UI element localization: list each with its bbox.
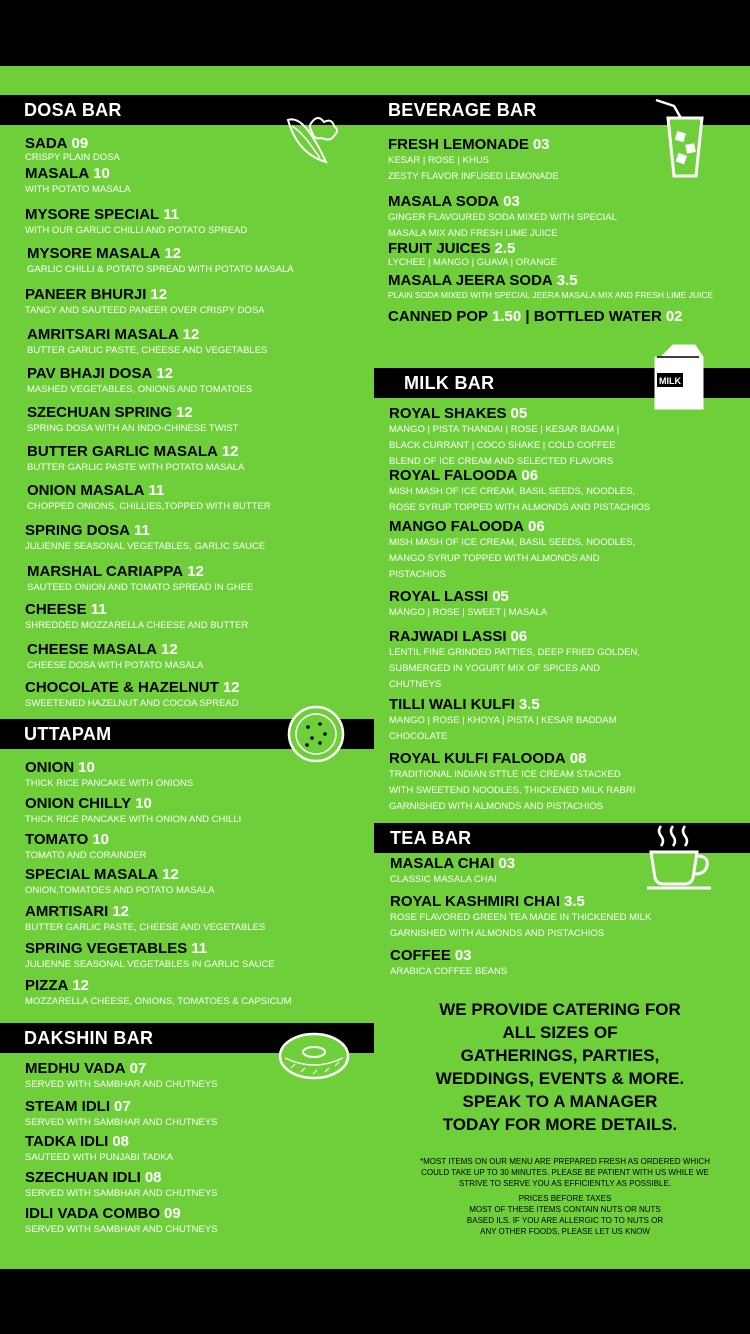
item-name: ROYAL KASHMIRI CHAI bbox=[390, 893, 561, 910]
item-price: 03 bbox=[532, 136, 550, 153]
item-description: SAUTEED WITH PUNJABI TADKA bbox=[25, 1152, 173, 1163]
item-price: 09 bbox=[71, 135, 89, 152]
item-description: ROSE SYRUP TOPPED WITH ALMONDS AND PISTACHIOS bbox=[389, 502, 651, 513]
item-description: BLACK CURRANT | COCO SHAKE | COLD COFFEE bbox=[389, 440, 616, 451]
item-name: BOTTLED WATER bbox=[533, 308, 662, 325]
menu-item-marshal-cariappa bbox=[27, 563, 253, 596]
menu-item-medhu-vada bbox=[25, 1060, 218, 1093]
item-price: 05 bbox=[510, 405, 528, 422]
item-name: ONION CHILLY bbox=[25, 795, 132, 812]
catering-line: TODAY FOR MORE DETAILS. bbox=[442, 1115, 678, 1134]
item-description: KESAR | ROSE | KHUS bbox=[388, 155, 490, 166]
item-description: SWEETENED HAZELNUT AND COCOA SPREAD bbox=[25, 698, 239, 709]
item-description: CHOPPED ONIONS, CHILLIES,TOPPED WITH BUTTER bbox=[27, 501, 271, 512]
item-description: THICK RICE PANCAKE WITH ONION AND CHILLI bbox=[25, 814, 242, 825]
item-name: SADA bbox=[25, 135, 68, 152]
menu-item-tadka-idli bbox=[25, 1133, 173, 1166]
item-price: 10 bbox=[92, 831, 110, 848]
menu-item-szechuan-spring bbox=[27, 404, 238, 437]
item-price: 08 bbox=[569, 750, 587, 767]
menu-item-royal-shakes bbox=[389, 405, 619, 470]
item-description: BUTTER GARLIC PASTE, CHEESE AND VEGETABLES bbox=[27, 345, 268, 356]
item-description: CHOCOLATE bbox=[389, 731, 448, 742]
item-description: TRADITIONAL INDIAN STTLE ICE CREAM STACKED bbox=[389, 769, 621, 780]
menu-item-onion-masala bbox=[27, 482, 271, 515]
item-name: SPRING DOSA bbox=[25, 522, 131, 539]
item-description: WITH OUR GARLIC CHILLI AND POTATO SPREAD bbox=[25, 225, 248, 236]
section-title: MILK BAR bbox=[404, 373, 495, 393]
item-name: CHEESE bbox=[25, 601, 87, 618]
item-name: TADKA IDLI bbox=[25, 1133, 109, 1150]
lemonade-glass-icon bbox=[652, 96, 706, 180]
item-name: IDLI VADA COMBO bbox=[25, 1205, 160, 1222]
item-name: ONION bbox=[25, 759, 75, 776]
item-description: ZESTY FLAVOR INFUSED LEMONADE bbox=[388, 171, 559, 182]
item-name: MYSORE MASALA bbox=[27, 245, 161, 262]
item-name: ROYAL KULFI FALOODA bbox=[389, 750, 566, 767]
item-price: 10 bbox=[93, 165, 110, 182]
item-name: MARSHAL CARIAPPA bbox=[27, 563, 184, 580]
menu-item-onion bbox=[25, 759, 193, 792]
menu-item-chocolate-hazelnut bbox=[25, 679, 240, 712]
section-title: TEA BAR bbox=[390, 828, 472, 848]
menu-item-pav-bhaji-dosa bbox=[27, 365, 252, 398]
item-price: 12 bbox=[72, 977, 90, 994]
menu-item-spring-dosa bbox=[25, 522, 265, 555]
menu-item-masala bbox=[25, 165, 131, 198]
item-description: MISH MASH OF ICE CREAM, BASIL SEEDS, NOODLES, bbox=[389, 486, 636, 497]
menu-item-mysore-special bbox=[25, 206, 247, 239]
item-name: CANNED POP bbox=[388, 308, 489, 325]
menu-item-royal-kashmiri-chai bbox=[390, 893, 651, 942]
item-price: 12 bbox=[150, 286, 168, 303]
item-price: 07 bbox=[129, 1060, 147, 1077]
item-price: 12 bbox=[176, 404, 193, 421]
menu-item-spring-vegetables bbox=[25, 940, 275, 973]
item-price: 10 bbox=[135, 795, 152, 812]
item-name: ROYAL FALOODA bbox=[389, 467, 518, 484]
menu-item-butter-garlic-masala bbox=[27, 443, 244, 476]
item-price: 10 bbox=[78, 759, 95, 776]
item-description: CRISPY PLAIN DOSA bbox=[25, 152, 120, 163]
menu-item-royal-falooda bbox=[389, 467, 650, 516]
menu-item-amritsari-masala bbox=[27, 326, 267, 359]
catering-line: WEDDINGS, EVENTS & MORE. bbox=[435, 1069, 685, 1088]
item-price: 11 bbox=[90, 601, 107, 618]
item-description: MANGO | PISTA THANDAI | ROSE | KESAR BADAM | bbox=[389, 424, 620, 435]
item-description: PLAIN SODA MIXED WITH SPECIAL JEERA MASALA MIX AND FRESH LIME JUICE bbox=[388, 290, 714, 300]
item-description: MANGO | ROSE | KHOYA | PISTA | KESAR BADDAM bbox=[389, 715, 617, 726]
menu-item-mysore-masala bbox=[27, 245, 294, 278]
item-name: AMRITSARI MASALA bbox=[27, 326, 179, 343]
item-name: CHEESE MASALA bbox=[27, 641, 158, 658]
item-description: BUTTER GARLIC PASTE, CHEESE AND VEGETABLES bbox=[25, 922, 266, 933]
item-description: TANGY AND SAUTEED PANEER OVER CRISPY DOSA bbox=[25, 305, 265, 316]
item-name: PAV BHAJI DOSA bbox=[27, 365, 153, 382]
item-price: 06 bbox=[528, 518, 545, 535]
section-title: BEVERAGE BAR bbox=[388, 100, 537, 120]
item-description: JULIENNE SEASONAL VEGETABLES, GARLIC SAUCE bbox=[25, 541, 266, 552]
item-name: MASALA CHAI bbox=[390, 855, 495, 872]
menu-item-amrtisari bbox=[25, 903, 265, 936]
menu-item-steam-idli bbox=[25, 1098, 218, 1131]
menu-item-paneer-bhurji bbox=[25, 286, 265, 319]
item-name: FRESH LEMONADE bbox=[388, 136, 529, 153]
item-name: MASALA SODA bbox=[388, 193, 500, 210]
item-description: CHEESE DOSA WITH POTATO MASALA bbox=[27, 660, 204, 671]
menu-item-tilli-wali-kulfi bbox=[389, 696, 617, 745]
item-name: SPECIAL MASALA bbox=[25, 866, 159, 883]
item-name: TILLI WALI KULFI bbox=[389, 696, 515, 713]
item-price: 12 bbox=[164, 245, 182, 262]
item-description: THICK RICE PANCAKE WITH ONIONS bbox=[25, 778, 194, 789]
item-description: MISH MASH OF ICE CREAM, BASIL SEEDS, NOODLES, bbox=[389, 537, 636, 548]
item-name: STEAM IDLI bbox=[25, 1098, 110, 1115]
item-price: 1.50 bbox=[492, 308, 522, 325]
item-description: SERVED WITH SAMBHAR AND CHUTNEYS bbox=[25, 1117, 218, 1128]
item-price: 08 bbox=[144, 1169, 162, 1186]
menu-item-szechuan-idli bbox=[25, 1169, 218, 1202]
item-name: ONION MASALA bbox=[27, 482, 145, 499]
item-name: CHOCOLATE & HAZELNUT bbox=[25, 679, 219, 696]
item-price: 3.5 bbox=[556, 272, 578, 289]
item-name: SZECHUAN IDLI bbox=[25, 1169, 141, 1186]
menu-item-sada bbox=[25, 135, 120, 164]
item-price: 12 bbox=[182, 326, 200, 343]
item-description: BUTTER GARLIC PASTE WITH POTATO MASALA bbox=[27, 462, 245, 473]
item-description: MANGO | ROSE | SWEET | MASALA bbox=[389, 607, 548, 618]
item-description: JULIENNE SEASONAL VEGETABLES IN GARLIC SAUCE bbox=[25, 959, 275, 970]
section-title: UTTAPAM bbox=[24, 724, 112, 744]
item-price: 12 bbox=[221, 443, 239, 460]
fine-print-line: *MOST ITEMS ON OUR MENU ARE PREPARED FRESH AS ORDERED WHICH bbox=[420, 1157, 710, 1166]
menu-item-onion-chilly bbox=[25, 795, 241, 828]
fine-print-line: ANY OTHER FOODS, PLEASE LET US KNOW bbox=[480, 1227, 650, 1236]
catering-line: SPEAK TO A MANAGER bbox=[462, 1092, 658, 1111]
item-price: 06 bbox=[510, 628, 528, 645]
item-name: SZECHUAN SPRING bbox=[27, 404, 173, 421]
menu-item-cheese bbox=[25, 601, 248, 634]
menu-item-coffee bbox=[390, 947, 507, 980]
item-name: AMRTISARI bbox=[25, 903, 109, 920]
item-description: SERVED WITH SAMBHAR AND CHUTNEYS bbox=[25, 1224, 218, 1235]
vada-icon bbox=[277, 1028, 351, 1082]
item-description: MOZZARELLA CHEESE, ONIONS, TOMATOES & CAPSICUM bbox=[25, 996, 292, 1007]
milk-carton-icon bbox=[653, 343, 705, 411]
item-name: MANGO FALOODA bbox=[389, 518, 524, 535]
item-price: 12 bbox=[187, 563, 204, 580]
item-name: MASALA JEERA SODA bbox=[388, 272, 553, 289]
item-price: 12 bbox=[156, 365, 173, 382]
menu-item-canned-pop-bottled-water: CANNED POP 1.50 | BOTTLED WATER 02 bbox=[388, 308, 683, 325]
menu-item-royal-kulfi-falooda bbox=[389, 750, 635, 815]
fine-print-line: MOST OF THESE ITEMS CONTAIN NUTS OR NUTS bbox=[469, 1205, 661, 1214]
menu-item-cheese-masala bbox=[27, 641, 203, 674]
menu-item-masala-jeera-soda bbox=[388, 272, 713, 301]
item-description: SPRING DOSA WITH AN INDO-CHINESE TWIST bbox=[27, 423, 239, 434]
item-description: GARNISHED WITH ALMONDS AND PISTACHIOS bbox=[389, 801, 604, 812]
menu-item-tomato bbox=[25, 831, 146, 864]
menu-item-special-masala bbox=[25, 866, 215, 899]
uttapam-icon bbox=[287, 705, 345, 763]
item-price: 12 bbox=[161, 641, 178, 658]
item-description: ARABICA COFFEE BEANS bbox=[390, 966, 508, 977]
dosa-icon bbox=[282, 112, 342, 168]
item-price: 12 bbox=[222, 679, 240, 696]
item-description: CLASSIC MASALA CHAI bbox=[390, 874, 497, 885]
item-description: PISTACHIOS bbox=[389, 569, 446, 580]
item-name: TOMATO bbox=[25, 831, 89, 848]
item-price: 11 bbox=[163, 206, 180, 223]
item-price: 11 bbox=[134, 522, 150, 539]
catering-line: WE PROVIDE CATERING FOR bbox=[439, 1000, 681, 1019]
item-description: SHREDDED MOZZARELLA CHEESE AND BUTTER bbox=[25, 620, 249, 631]
menu-item-fruit-juices bbox=[388, 240, 557, 269]
catering-notice bbox=[410, 998, 710, 1136]
item-price: 05 bbox=[492, 588, 509, 605]
item-description: SUBMERGED IN YOGURT MIX OF SPICES AND bbox=[389, 663, 601, 674]
item-description: GARNISHED WITH ALMONDS AND PISTACHIOS bbox=[390, 928, 605, 939]
item-price: 02 bbox=[665, 308, 683, 325]
menu-board bbox=[0, 66, 750, 1269]
item-price: 2.5 bbox=[494, 240, 516, 257]
item-price: 3.5 bbox=[564, 893, 585, 910]
menu-item-royal-lassi bbox=[389, 588, 547, 621]
fine-print-line: BASED ILS. IF YOU ARE ALLERGIC TO TO NUTS OR bbox=[466, 1216, 664, 1225]
section-title: DAKSHIN BAR bbox=[24, 1028, 154, 1048]
item-price: 11 bbox=[148, 482, 165, 499]
menu-item-pizza bbox=[25, 977, 291, 1010]
item-description: MANGO SYRUP TOPPED WITH ALMONDS AND bbox=[389, 553, 600, 564]
item-description: ROSE FLAVORED GREEN TEA MADE IN THICKENED MILK bbox=[390, 912, 652, 923]
section-title: DOSA BAR bbox=[24, 100, 122, 120]
item-price: 11 bbox=[191, 940, 208, 957]
item-price: 12 bbox=[162, 866, 179, 883]
item-description: GARLIC CHILLI & POTATO SPREAD WITH POTATO MASALA bbox=[27, 264, 294, 275]
item-price: 07 bbox=[114, 1098, 131, 1115]
item-price: 3.5 bbox=[518, 696, 540, 713]
item-name: PANEER BHURJI bbox=[25, 286, 147, 303]
item-description: LENTIL FINE GRINDED PATTIES, DEEP FRIED GOLDEN, bbox=[389, 647, 640, 658]
fine-print bbox=[405, 1156, 725, 1237]
item-name: MASALA bbox=[25, 165, 90, 182]
menu-item-masala-chai bbox=[390, 855, 515, 888]
menu-item-fresh-lemonade bbox=[388, 136, 559, 185]
item-name: PIZZA bbox=[25, 977, 69, 994]
item-description: SERVED WITH SAMBHAR AND CHUTNEYS bbox=[25, 1188, 218, 1199]
item-name: ROYAL SHAKES bbox=[389, 405, 507, 422]
item-price: 03 bbox=[498, 855, 516, 872]
item-name: BUTTER GARLIC MASALA bbox=[27, 443, 218, 460]
item-description: MASHED VEGETABLES, ONIONS AND TOMATOES bbox=[27, 384, 253, 395]
item-price: 12 bbox=[112, 903, 130, 920]
item-description: BLEND OF ICE CREAM AND SELECTED FLAVORS bbox=[389, 456, 614, 467]
item-description: GINGER FLAVOURED SODA MIXED WITH SPECIAL bbox=[388, 212, 617, 223]
menu-item-mango-falooda bbox=[389, 518, 635, 583]
item-name: COFFEE bbox=[390, 947, 451, 964]
menu-item-idli-vada-combo bbox=[25, 1205, 218, 1238]
item-name: ROYAL LASSI bbox=[389, 588, 489, 605]
item-name: RAJWADI LASSI bbox=[389, 628, 507, 645]
item-price: 09 bbox=[164, 1205, 181, 1222]
item-description: LYCHEE | MANGO | GUAVA | ORANGE bbox=[388, 257, 557, 268]
fine-print-line: COULD TAKE UP TO 30 MINUTES. PLEASE BE PATIENT WITH US WHILE WE bbox=[421, 1168, 709, 1177]
item-description: CHUTNEYS bbox=[389, 679, 442, 690]
item-description: SAUTEED ONION AND TOMATO SPREAD IN GHEE bbox=[27, 582, 254, 593]
item-price: 03 bbox=[503, 193, 520, 210]
menu-item-rajwadi-lassi bbox=[389, 628, 640, 693]
fine-print-line: PRICES BEFORE TAXES bbox=[518, 1194, 612, 1203]
item-name: SPRING VEGETABLES bbox=[25, 940, 188, 957]
fine-print-line: STRIVE TO SERVE YOU AS EFFICIENTLY AS POSSIBLE. bbox=[458, 1179, 672, 1188]
item-description: WITH POTATO MASALA bbox=[25, 184, 131, 195]
item-price: 08 bbox=[112, 1133, 130, 1150]
milk-label: MILK bbox=[659, 376, 681, 386]
catering-line: ALL SIZES OF bbox=[502, 1023, 618, 1042]
tea-cup-icon bbox=[645, 822, 717, 894]
item-description: TOMATO AND CORAINDER bbox=[25, 850, 147, 861]
item-description: WITH SWEETEND NOODLES, THICKENED MILK RABRI bbox=[389, 785, 636, 796]
menu-item-masala-soda bbox=[388, 193, 617, 242]
item-price: 03 bbox=[454, 947, 472, 964]
item-name: MYSORE SPECIAL bbox=[25, 206, 160, 223]
item-description: ONION,TOMATOES AND POTATO MASALA bbox=[25, 885, 215, 896]
item-name: FRUIT JUICES bbox=[388, 240, 491, 257]
item-price: 06 bbox=[521, 467, 539, 484]
item-description: SERVED WITH SAMBHAR AND CHUTNEYS bbox=[25, 1079, 218, 1090]
item-description: MASALA MIX AND FRESH LIME JUICE bbox=[388, 228, 558, 239]
item-name: MEDHU VADA bbox=[25, 1060, 126, 1077]
catering-line: GATHERINGS, PARTIES, bbox=[460, 1046, 660, 1065]
